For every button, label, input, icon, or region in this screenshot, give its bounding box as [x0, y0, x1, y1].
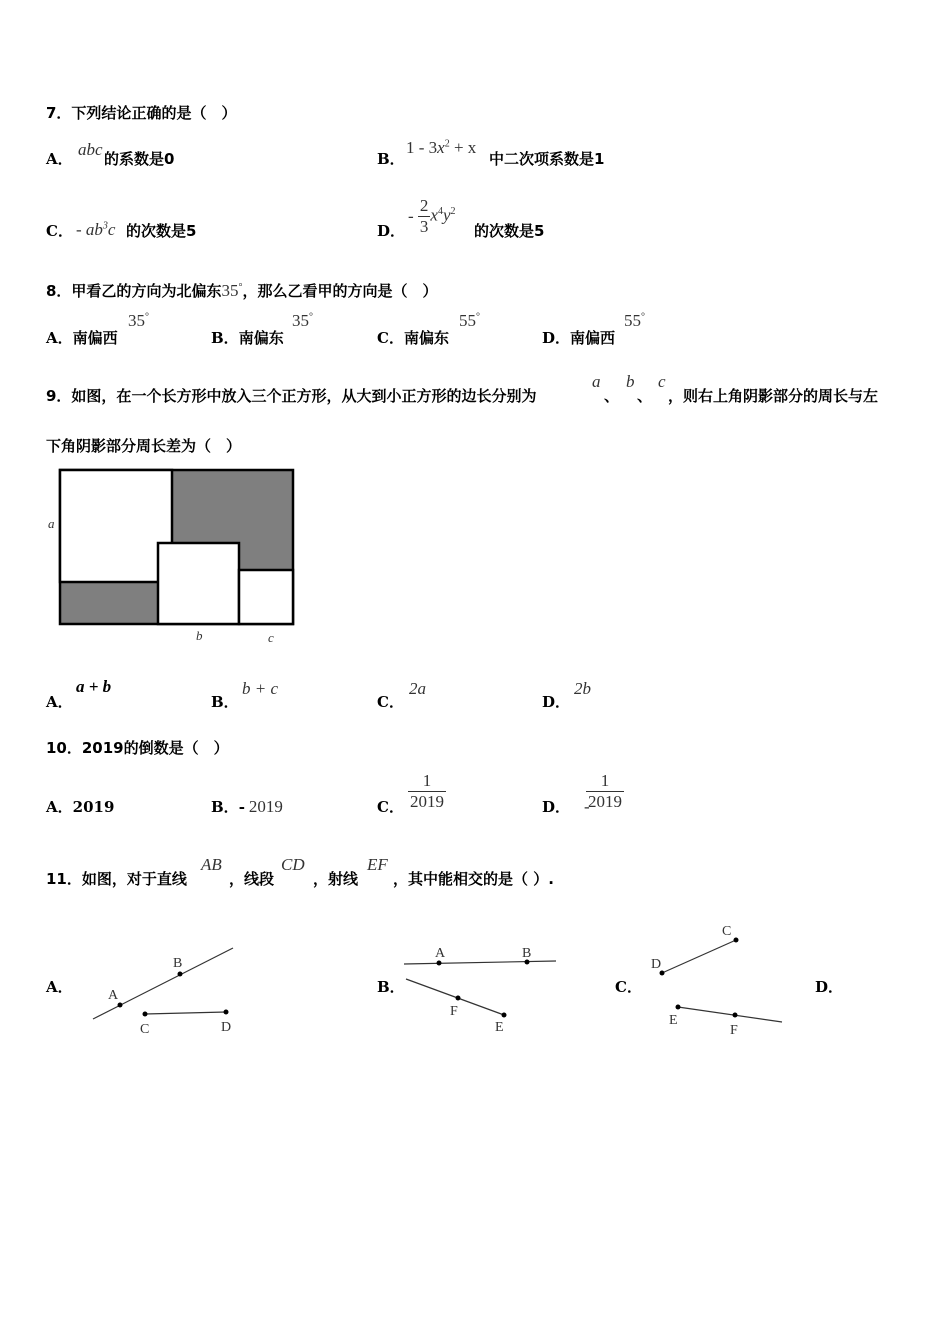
- q11-figure-c: [645, 918, 787, 1042]
- option-label: B．: [377, 150, 405, 168]
- degree-sign: °: [238, 282, 243, 293]
- angle-value: 35: [221, 281, 239, 300]
- label-f: F: [730, 1023, 738, 1038]
- q11-option-c[interactable]: [615, 976, 642, 997]
- angle-value: 55: [624, 311, 641, 330]
- math-var: y: [442, 205, 451, 225]
- option-label: D．: [542, 798, 571, 816]
- math-exp: 2: [444, 138, 450, 150]
- math-part: - ab: [76, 220, 103, 239]
- point-f: [733, 1013, 738, 1018]
- point-c: [734, 938, 739, 943]
- label-d: D: [651, 957, 662, 972]
- degree-sign: °: [476, 311, 480, 323]
- label-b: b: [196, 628, 203, 643]
- math-minus: -: [408, 206, 414, 226]
- stem-part: 9．如图，在一个长方形中放入三个正方形，从大到小正方形的边长分别为: [46, 387, 537, 405]
- q9-var-c: c: [658, 372, 666, 391]
- q9-b-math: b + c: [242, 679, 279, 698]
- q9-var-a: a: [592, 372, 601, 391]
- option-label: C．: [377, 798, 404, 816]
- math-minus: -: [584, 797, 590, 816]
- q8-option-a[interactable]: [46, 327, 118, 348]
- q11-ef: EF: [367, 855, 388, 874]
- q9-option-b[interactable]: [211, 691, 239, 712]
- label-e: E: [669, 1013, 678, 1028]
- q7-option-c[interactable]: [46, 220, 73, 241]
- q9-var-b: b: [626, 372, 635, 391]
- q11-stem-post: ，其中能相交的是（ ）.: [393, 870, 554, 888]
- label-c: c: [268, 630, 274, 645]
- q10-c-fraction: [408, 771, 446, 812]
- q8-option-b[interactable]: [211, 327, 284, 348]
- numerator: 1: [586, 771, 624, 792]
- q11-stem-pre: 11．如图，对于直线: [46, 870, 187, 888]
- q7-b-math: [406, 138, 476, 158]
- numerator: 1: [408, 771, 446, 792]
- math-exp: 2: [450, 205, 456, 217]
- q10-option-d[interactable]: [542, 796, 590, 817]
- option-label: C．: [377, 329, 404, 347]
- math-var: x: [430, 205, 438, 225]
- q8-option-d[interactable]: [542, 327, 615, 348]
- angle-value: 35: [128, 311, 145, 330]
- q10-option-c[interactable]: [377, 796, 404, 817]
- point-e: [502, 1013, 507, 1018]
- q8-d-angle: [624, 311, 645, 331]
- numerator: 2: [419, 196, 429, 215]
- fraction: [418, 196, 431, 237]
- q9-option-d[interactable]: [542, 691, 570, 712]
- degree-sign: °: [145, 311, 149, 323]
- shaded-bottom-left: [60, 582, 158, 624]
- q7-a-math: abc: [78, 140, 103, 159]
- q9-figure: [44, 466, 300, 648]
- option-label: A．: [46, 978, 73, 996]
- fraction: [408, 771, 446, 812]
- q11-mid1: ，线段: [229, 870, 275, 888]
- q9-option-c[interactable]: [377, 691, 404, 712]
- q9-a-math: a + b: [76, 677, 112, 696]
- fraction: [586, 771, 624, 812]
- q7-c-text: 的次数是5: [126, 222, 197, 240]
- q10-stem: 10．2019的倒数是（ ）: [46, 739, 229, 757]
- point-b: [178, 972, 183, 977]
- point-a: [437, 961, 442, 966]
- option-label: B．: [211, 798, 239, 816]
- angle-value: 55: [459, 311, 476, 330]
- square-b: [158, 543, 239, 624]
- math-part: + x: [449, 138, 477, 157]
- math-var: x: [437, 138, 445, 157]
- option-label: C．: [46, 222, 73, 240]
- option-label: A．: [46, 693, 73, 711]
- option-label: B．: [211, 329, 239, 347]
- q7-stem: 7．下列结论正确的是（ ）: [46, 104, 237, 122]
- option-text: 2019: [72, 798, 115, 816]
- q11-mid2: ，射线: [313, 870, 359, 888]
- option-label: B．: [377, 978, 405, 996]
- math-exp: 3: [102, 220, 108, 232]
- line-ab: [93, 948, 233, 1019]
- point-c: [143, 1012, 148, 1017]
- label-b: B: [173, 956, 183, 971]
- math-part: 1 - 3: [406, 138, 438, 157]
- q9-c-math: 2a: [409, 679, 426, 698]
- q7-a-text: 的系数是0: [104, 150, 175, 168]
- option-label: B．: [211, 693, 239, 711]
- q9-stem-post: ，则右上角阴影部分的周长与左: [668, 387, 879, 405]
- math-part: c: [107, 220, 116, 239]
- q8-a-angle: [128, 311, 149, 331]
- degree-sign: °: [641, 311, 645, 323]
- q9-sep: 、: [637, 387, 653, 405]
- label-f: F: [450, 1004, 458, 1019]
- stem-part: 8．甲看乙的方向为北偏东: [46, 282, 222, 300]
- label-e: E: [495, 1020, 504, 1035]
- option-label: D．: [815, 978, 844, 996]
- point-a: [118, 1003, 123, 1008]
- option-label: D．: [542, 329, 571, 347]
- q11-cd: CD: [281, 855, 305, 874]
- line-ab: [404, 961, 556, 964]
- option-text: 南偏西: [570, 329, 616, 347]
- option-label: C．: [615, 978, 642, 996]
- q10-option-b[interactable]: [211, 796, 283, 817]
- option-label: A．: [46, 329, 73, 347]
- option-text: 南偏东: [403, 329, 449, 347]
- q8-b-angle: [292, 311, 313, 331]
- q9-stem-line1: [46, 385, 536, 406]
- denominator: 2019: [410, 792, 444, 811]
- math-exp: 4: [437, 205, 443, 217]
- q10-option-a[interactable]: [46, 796, 114, 817]
- label-d: D: [221, 1020, 232, 1035]
- label-c: C: [140, 1022, 150, 1037]
- ray-ef: [678, 1007, 782, 1022]
- segment-dc: [662, 940, 736, 973]
- option-label: A．: [46, 798, 73, 816]
- stem-part: ，那么乙看甲的方向是（ ）: [242, 282, 438, 300]
- math-minus: -: [238, 798, 245, 816]
- label-a: A: [435, 946, 446, 961]
- q7-c-math: [76, 220, 115, 240]
- q11-option-d[interactable]: [815, 976, 843, 997]
- q7-option-a[interactable]: [46, 148, 73, 169]
- option-value: 2019: [248, 797, 283, 816]
- square-c: [239, 570, 293, 624]
- q11-figure-a: [88, 944, 244, 1040]
- point-e: [676, 1005, 681, 1010]
- q7-b-text: 中二次项系数是1: [489, 150, 605, 168]
- point-d: [224, 1010, 229, 1015]
- q9-sep: 、: [604, 387, 620, 405]
- q8-c-angle: [459, 311, 480, 331]
- q8-stem: [46, 280, 437, 301]
- q10-d-fraction: [586, 771, 624, 812]
- option-label: C．: [377, 693, 404, 711]
- square-a: [60, 470, 172, 582]
- option-text: 南偏东: [238, 329, 284, 347]
- option-label: D．: [377, 222, 406, 240]
- label-b: B: [522, 946, 532, 961]
- q7-option-b[interactable]: [377, 148, 405, 169]
- option-text: 南偏西: [72, 329, 118, 347]
- q9-stem-line2: 下角阴影部分周长差为（ ）: [46, 437, 242, 455]
- label-a: A: [108, 988, 119, 1003]
- option-label: A．: [46, 150, 73, 168]
- point-f: [456, 996, 461, 1001]
- q9-d-math: 2b: [574, 679, 591, 698]
- q11-ab: AB: [201, 855, 222, 874]
- q11-option-a[interactable]: [46, 976, 73, 997]
- denominator: 2019: [588, 792, 622, 811]
- angle-value: 35: [292, 311, 309, 330]
- label-a: a: [48, 516, 55, 531]
- q8-option-c[interactable]: [377, 327, 449, 348]
- degree-sign: °: [309, 311, 313, 323]
- denominator: 3: [419, 217, 429, 236]
- q11-figure-b: [400, 940, 560, 1036]
- q7-d-text: 的次数是5: [474, 222, 545, 240]
- q7-option-d[interactable]: [377, 220, 405, 241]
- option-label: D．: [542, 693, 571, 711]
- label-c: C: [722, 924, 732, 939]
- segment-cd: [145, 1012, 226, 1014]
- q9-option-a[interactable]: [46, 691, 73, 712]
- q7-d-math: [408, 196, 456, 237]
